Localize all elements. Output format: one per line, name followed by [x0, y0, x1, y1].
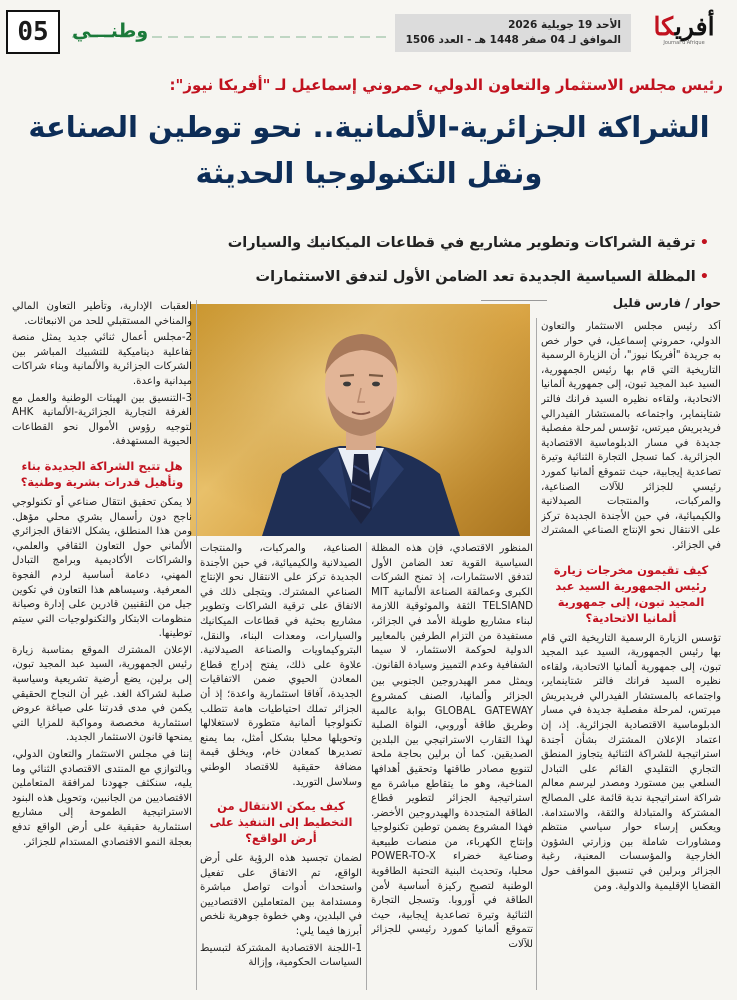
paragraph: تؤسس الزيارة الرسمية التاريخية التي قام بها رئيس الجمهورية، السيد عبد المجيد تبون، إلى جمهورية ألمانيا الاتحادية، ولقاءه نظيره السيد فرانك فالتر شتاينماير، واجتماعه بالمستشار الفيدرالي فريديريش ميرتس، لمرحلة مفصلية جديدة في مسار الدبلوماسية الاقتصادية الجزائرية. إذ، إن اعتماد الإعلان المشترك بشأن أجندة استراتيجية للشراكة الثنائية يتجاوز المنطق التجاري التقليدي القائم على التبادل السلعي بين مستورد ومصدر ليرسم معالم شراكة استراتيجية ندية قائمة على المصالح المشتركة والمتبادلة والثقة، والاستدامة. ويعكس إرساء حوار سياسي منتظم ومشاورات شاملة بين وزارتي الشؤون الخارجية والمؤسسات المعنية، رغبة الجزائر وبرلين في تنسيق المواقف حول القضايا الإقليمية والدولية. ومن — [541, 632, 721, 892]
paragraph: أكد رئيس مجلس الاستثمار والتعاون الدولي، حمروني إسماعيل، في حوار خص به جريدة "أفريكا نيوز"، أن الزيارة الرسمية التاريخية التي قام بها رئيس الجمهورية، السيد عبد المجيد تبون، إلى جمهورية ألمانيا الاتحادية، ولقاءه نظيره السيد فرانك فالتر شتاينماير، واجتماعه بالمستشار الفيدرالي فريديريش ميرتس، تؤسس لمرحلة مفصلية جديدة في مسار الدبلوماسية الاقتصادية الجزائرية. كما تسجل التجارة الثنائية وتيرة تصاعدية إيجابية، حيث تتموقع ألمانيا كمورد رئيسي للجزائر للآلات الصناعية، والمركبات، والمنتجات الصيدلانية والكيميائية، في حين الأجندة الجديدة تركز على الانتقال نحو الإنتاج الصناعي المشترك في الجزائر. — [541, 321, 721, 551]
article-column-mid-right — [371, 542, 533, 990]
column-divider — [536, 318, 537, 990]
paragraph: الإعلان المشترك الموقع بمناسبة زيارة رئيس الجمهورية، السيد عبد المجيد تبون، إلى برلين، يضع أرضية تشريعية وسياسية صلبة لشراكة الغد. غير أن النجاح الحقيقي يكمن في مدى قدرتنا على صياغة عروض استثمارية مخصصة ومواكبة للمزايا التي يمنحها قانون الاستثمار الجديد. — [12, 644, 192, 744]
interviewee-photo — [190, 304, 530, 536]
article-column-mid-left — [200, 542, 362, 990]
issue-date: الأحد 19 جويلية 2026 — [508, 19, 621, 31]
byline-divider — [481, 300, 547, 301]
paragraph: العقبات الإدارية، وتأطير التعاون المالي والمناخي المستقبلي للحد من الانبعاثات. — [12, 301, 192, 327]
issue-hijri-number: الموافق لـ 04 صفر 1448 هـ - العدد 1506 — [405, 34, 621, 46]
headline-title: الشراكة الجزائرية-الألمانية.. نحو توطين الصناعة ونقل التكنولوجيا الحديثة — [28, 110, 710, 190]
paragraph: لا يمكن تحقيق انتقال صناعي أو تكنولوجي ناجح دون رأسمال بشري محلي مؤهل. ومن هذا المنطلق، يشكل الاتفاق الجزائري الألماني حول التعاون الثقافي والعلمي، والشراكات الأكاديمية وبرامج التبادل المهني، دعامة أساسية لردم الفجوة المعرفية. وسيساهم هذا التعاون في تكوين جيل من التقنيين قادرين على إدارة وصيانة منظومات الابتكار والتكنولوجيات التي سيتم توطينها. — [12, 496, 192, 640]
portrait-illustration — [190, 304, 530, 536]
question-subhead: كيف تقيمون مخرجات زيارة رئيس الجمهورية السيد عبد المجيد تبون، إلى جمهورية ألمانيا الاتحادية؟ — [553, 562, 709, 625]
column-divider — [196, 300, 197, 990]
headline-bullet: •المظلة السياسية الجديدة تعد الضامن الأول لتدفق الاستثمارات — [255, 269, 709, 285]
bullet-marker: • — [699, 269, 709, 285]
question-subhead: كيف يمكن الانتقال من التخطيط إلى التنفيذ على أرض الواقع؟ — [209, 799, 353, 846]
logo-accent: كا — [653, 12, 675, 41]
paragraph: 3-التنسيق بين الهيئات الوطنية والعمل مع الغرفة التجارية الجزائرية-الألمانية AHK لتوجيه رؤوس الأموال نحو القطاعات الحيوية المستهدفة. — [12, 392, 192, 448]
paragraph: الصناعية، والمركبات، والمنتجات الصيدلانية والكيميائية، في حين الأجندة الجديدة تركز على الانتقال نحو الإنتاج الصناعي المشترك. ويتجلى ذلك في الاتفاق على ترقية الشراكات وتطوير مشاريع بحثية في قطاعات الميكانيك والسيارات، ومعدات البناء، والنقل، البتروكيماويات والصناعة الصيدلانية. علاوة على ذلك، يفتح إدراج قطاع المعادن الحيوي ضمن الاتفاقيات الجديدة، آفاقا استثمارية واعدة؛ إذ أن الجزائر تملك احتياطيات هامة تتطلب تكنولوجيا ألمانية متطورة لاستغلالها وتحويلها محليا بشكل أمثل، بما يمنع تصديرها كمعادن خام، ويخلق قيمة مضافة حقيقية للاقتصاد الوطني وسلاسل التوريد. — [200, 543, 362, 788]
paragraph: المنظور الاقتصادي، فإن هذه المظلة السياسية القوية تعد الضامن الأول لتدفق الاستثمارات، إذ تمنح الشركات الكبرى وعمالقة الصناعة الألمانية MIT TELSIAND الثقة والموثوقية اللازمة لبناء مشاريع طويلة الأمد في الجزائر، مستفيدة من التزام الطرفين بالمعايير الدولية لحوكمة الاستثمار، لا سيما الشفافية وعدم التمييز وسيادة القانون. — [371, 543, 533, 671]
headline-bullets — [19, 226, 709, 294]
bullet-marker: • — [699, 235, 709, 251]
paragraph: 2-مجلس أعمال ثنائي جديد يمثل منصة تفاعلية ديناميكية للتشبيك المباشر بين الشركات الجزائرية والألمانية وبناء شراكات ميدانية واعدة. — [12, 332, 192, 387]
logo-main: أفري — [674, 12, 715, 41]
article-column-right — [541, 320, 721, 990]
byline: حوار / فارس قليل — [612, 296, 721, 310]
paragraph: لضمان تجسيد هذه الرؤية على أرض الواقع، تم الاتفاق على تفعيل واستحداث أدوات تواصل مباشرة ومستدامة بين المتعاملين الاقتصاديين في البلدين، وهي خطوة جوهرية نلخص أبرزها فيما يلي: — [200, 853, 362, 938]
issue-date-box — [395, 14, 631, 52]
section-title: وطنـــي — [72, 20, 149, 42]
headline-kicker: رئيس مجلس الاستثمار والتعاون الدولي، حمروني إسماعيل لـ "أفريكا نيوز": — [169, 76, 723, 94]
logo-tagline: Journal d'Afrique — [663, 40, 705, 46]
newspaper-logo — [637, 12, 731, 52]
newspaper-header — [6, 8, 731, 60]
column-divider — [366, 542, 367, 990]
article-column-left — [12, 300, 192, 990]
page-number: 05 — [6, 10, 60, 54]
paragraph: ويمثل ممر الهيدروجين الجنوبي بين الجزائر وألمانيا، الصنف كمشروع GLOBAL GATEWAY بوابة عالمية وطريق طاقة أوروبي، النواة الصلبة لهذا التقارب الاستراتيجي بين البلدين الصديقين. كما أن برلين بحاجة ملحة لتنويع مصادر طاقتها وتحقيق أهدافها المناخية، وهو ما يتقاطع مباشرة مع استراتيجية الجزائر لتطوير قطاع الطاقة المتجددة والهيدروجين الأخضر. فهذا المشروع يضمن توطين تكنولوجيا وإنتاج الكهرباء، من منصات طبيعية وصناعية خضراء POWER-TO-X محليا، وتحديث البنية التحتية الطاقوية الوطنية لتصبح ركيزة أساسية لأمن الطاقة في أوروبا. وتسجل التجارة الثنائية وتيرة تصاعدية إيجابية، حيث تتموقع ألمانيا كمورد رئيسي للجزائر للآلات — [371, 676, 533, 951]
paragraph: إننا في مجلس الاستثمار والتعاون الدولي، وبالتوازي مع المنتدى الاقتصادي الثنائي وما يليه، سنكثف جهودنا لمرافقة المتعاملين الاقتصاديين من الجانبين، وتحويل هذه البنود الاستراتيجية الطموحة إلى مشاريع استثمارية حقيقية على أرض الواقع تدفع بعجلة النمو الاقتصادي المستدام للجزائر. — [12, 749, 192, 848]
headline-bullet: •ترقية الشراكات وتطوير مشاريع في قطاعات الميكانيك والسيارات — [227, 235, 709, 251]
paragraph: 1-اللجنة الاقتصادية المشتركة لتبسيط السياسات الحكومية، وإزالة — [200, 942, 362, 969]
question-subhead: هل تتيح الشراكة الجديدة بناء وتأهيل قدرات بشرية وطنية؟ — [20, 458, 184, 489]
